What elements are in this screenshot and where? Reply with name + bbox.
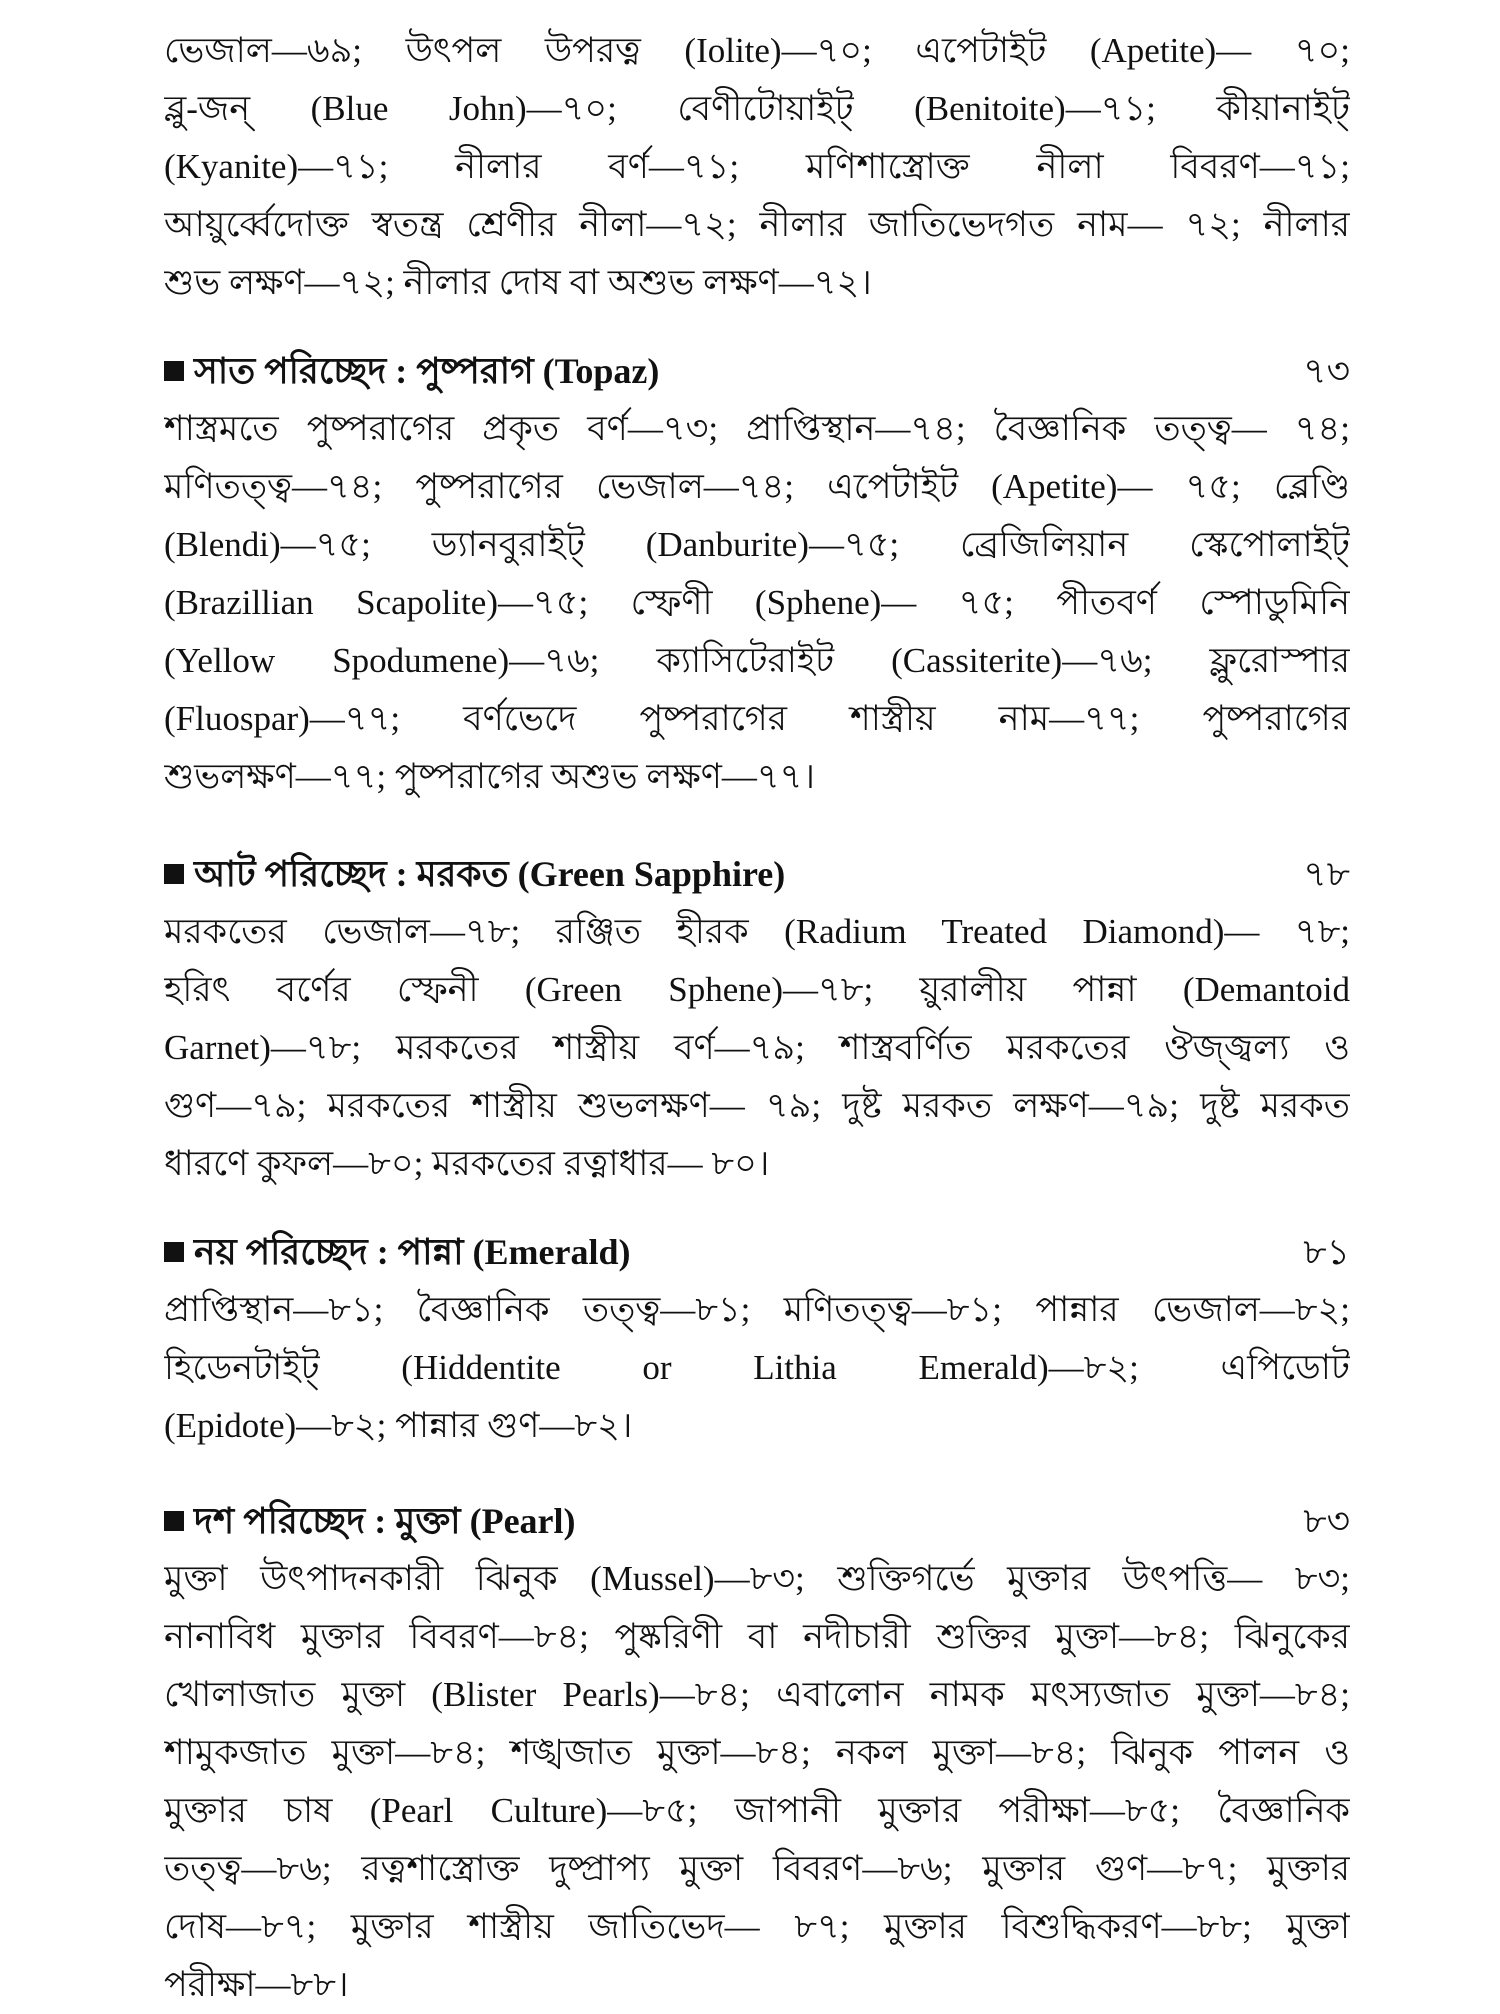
chapter-section-green-sapphire <box>164 845 1350 1193</box>
text-line: ব্লু-জন্ (Blue John)—৭০; বেণীটোয়াইট্ (Benitoite)—৭১; কীয়ানাইট্ <box>164 89 1350 128</box>
chapter-title: দশ পরিচ্ছেদ : মুক্তা (Pearl) <box>194 1501 576 1541</box>
text-line: শুভ লক্ষণ—৭২; নীলার দোষ বা অশুভ লক্ষণ—৭২। <box>164 263 872 302</box>
text-line: নানাবিধ মুক্তার বিবরণ—৮৪; পুষ্করিণী বা নদীচারী শুক্তির মুক্তা—৮৪; ঝিনুকের <box>164 1617 1350 1656</box>
chapter-page-number: ৮৩ <box>1303 1501 1350 1541</box>
text-line: হিডেনটাইট্ (Hiddentite or Lithia Emerald)—৮২; এপিডোট <box>164 1348 1350 1387</box>
chapter-page-number: ৭৩ <box>1303 351 1350 391</box>
text-line: (Brazillian Scapolite)—৭৫; স্ফেণী (Sphene)— ৭৫; পীতবর্ণ স্পোডুমিনি <box>164 583 1350 622</box>
square-bullet-icon <box>164 361 184 381</box>
chapter-section-emerald <box>164 1223 1350 1455</box>
text-line: তত্ত্ব—৮৬; রত্নশাস্ত্রোক্ত দুষ্প্রাপ্য মুক্তা বিবরণ—৮৬; মুক্তার গুণ—৮৭; মুক্তার <box>164 1849 1350 1888</box>
text-line: (Fluospar)—৭৭; বর্ণভেদে পুষ্পরাগের শাস্ত্রীয় নাম—৭৭; পুষ্পরাগের <box>164 699 1350 738</box>
text-line: মুক্তার চাষ (Pearl Culture)—৮৫; জাপানী মুক্তার পরীক্ষা—৮৫; বৈজ্ঞানিক <box>164 1791 1350 1830</box>
square-bullet-icon <box>164 1242 184 1262</box>
text-line: মুক্তা উৎপাদনকারী ঝিনুক (Mussel)—৮৩; শুক্তিগর্ভে মুক্তার উৎপত্তি— ৮৩; <box>164 1559 1350 1598</box>
square-bullet-icon <box>164 1511 184 1531</box>
chapter-title-group <box>164 1223 631 1281</box>
text-line: গুণ—৭৯; মরকতের শাস্ত্রীয় শুভলক্ষণ— ৭৯; দুষ্ট মরকত লক্ষণ—৭৯; দুষ্ট মরকত <box>164 1086 1350 1125</box>
text-line: (Kyanite)—৭১; নীলার বর্ণ—৭১; মণিশাস্ত্রোক্ত নীলা বিবরণ—৭১; <box>164 147 1350 186</box>
chapter-heading <box>164 1223 1350 1281</box>
intro-paragraph <box>164 22 1350 312</box>
chapter-page-number: ৭৮ <box>1303 854 1350 894</box>
chapter-page-number: ৮১ <box>1303 1232 1350 1272</box>
chapter-title-group <box>164 845 785 903</box>
chapter-title: সাত পরিচ্ছেদ : পুষ্পরাগ (Topaz) <box>194 351 660 391</box>
chapter-title: নয় পরিচ্ছেদ : পান্না (Emerald) <box>194 1232 631 1272</box>
text-line: প্রাপ্তিস্থান—৮১; বৈজ্ঞানিক তত্ত্ব—৮১; মণিতত্ত্ব—৮১; পান্নার ভেজাল—৮২; <box>164 1290 1350 1329</box>
text-line: ভেজাল—৬৯; উৎপল উপরত্ন (Iolite)—৭০; এপেটাইট (Apetite)— ৭০; <box>164 31 1350 70</box>
text-line: হরিৎ বর্ণের স্ফেনী (Green Sphene)—৭৮; য়ুরালীয় পান্না (Demantoid <box>164 970 1350 1009</box>
square-bullet-icon <box>164 864 184 884</box>
chapter-title: আট পরিচ্ছেদ : মরকত (Green Sapphire) <box>194 854 786 894</box>
text-line: শুভলক্ষণ—৭৭; পুষ্পরাগের অশুভ লক্ষণ—৭৭। <box>164 757 815 796</box>
chapter-section-topaz <box>164 342 1350 806</box>
chapter-title-group <box>164 1492 576 1550</box>
chapter-title-group <box>164 342 659 400</box>
chapter-heading <box>164 342 1350 400</box>
text-line: শামুকজাত মুক্তা—৮৪; শঙ্খজাত মুক্তা—৮৪; নকল মুক্তা—৮৪; ঝিনুক পালন ও <box>164 1733 1350 1772</box>
text-line: (Yellow Spodumene)—৭৬; ক্যাসিটেরাইট (Cassiterite)—৭৬; ফ্লুরোস্পার <box>164 641 1350 680</box>
text-line: ধারণে কুফল—৮০; মরকতের রত্নাধার— ৮০। <box>164 1144 770 1183</box>
text-line: (Epidote)—৮২; পান্নার গুণ—৮২। <box>164 1406 633 1445</box>
chapter-section-pearl <box>164 1492 1350 2014</box>
text-line: পরীক্ষা—৮৮। <box>164 1965 349 2004</box>
text-line: মণিতত্ত্ব—৭৪; পুষ্পরাগের ভেজাল—৭৪; এপেটাইট (Apetite)— ৭৫; ব্লেণ্ডি <box>164 467 1350 506</box>
text-line: মরকতের ভেজাল—৭৮; রঞ্জিত হীরক (Radium Treated Diamond)— ৭৮; <box>164 912 1350 951</box>
chapter-heading <box>164 1492 1350 1550</box>
text-line: দোষ—৮৭; মুক্তার শাস্ত্রীয় জাতিভেদ— ৮৭; মুক্তার বিশুদ্ধিকরণ—৮৮; মুক্তা <box>164 1907 1350 1946</box>
chapter-heading <box>164 845 1350 903</box>
text-line: আয়ুর্ব্বেদোক্ত স্বতন্ত্র শ্রেণীর নীলা—৭২; নীলার জাতিভেদগত নাম— ৭২; নীলার <box>164 205 1350 244</box>
text-line: Garnet)—৭৮; মরকতের শাস্ত্রীয় বর্ণ—৭৯; শাস্ত্রবর্ণিত মরকতের ঔজ্জ্বল্য ও <box>164 1028 1350 1067</box>
text-line: খোলাজাত মুক্তা (Blister Pearls)—৮৪; এবালোন নামক মৎস্যজাত মুক্তা—৮৪; <box>164 1675 1350 1714</box>
text-line: (Blendi)—৭৫; ড্যানবুরাইট্ (Danburite)—৭৫; ব্রেজিলিয়ান স্কেপোলাইট্ <box>164 525 1350 564</box>
text-line: শাস্ত্রমতে পুষ্পরাগের প্রকৃত বর্ণ—৭৩; প্রাপ্তিস্থান—৭৪; বৈজ্ঞানিক তত্ত্ব— ৭৪; <box>164 409 1350 448</box>
